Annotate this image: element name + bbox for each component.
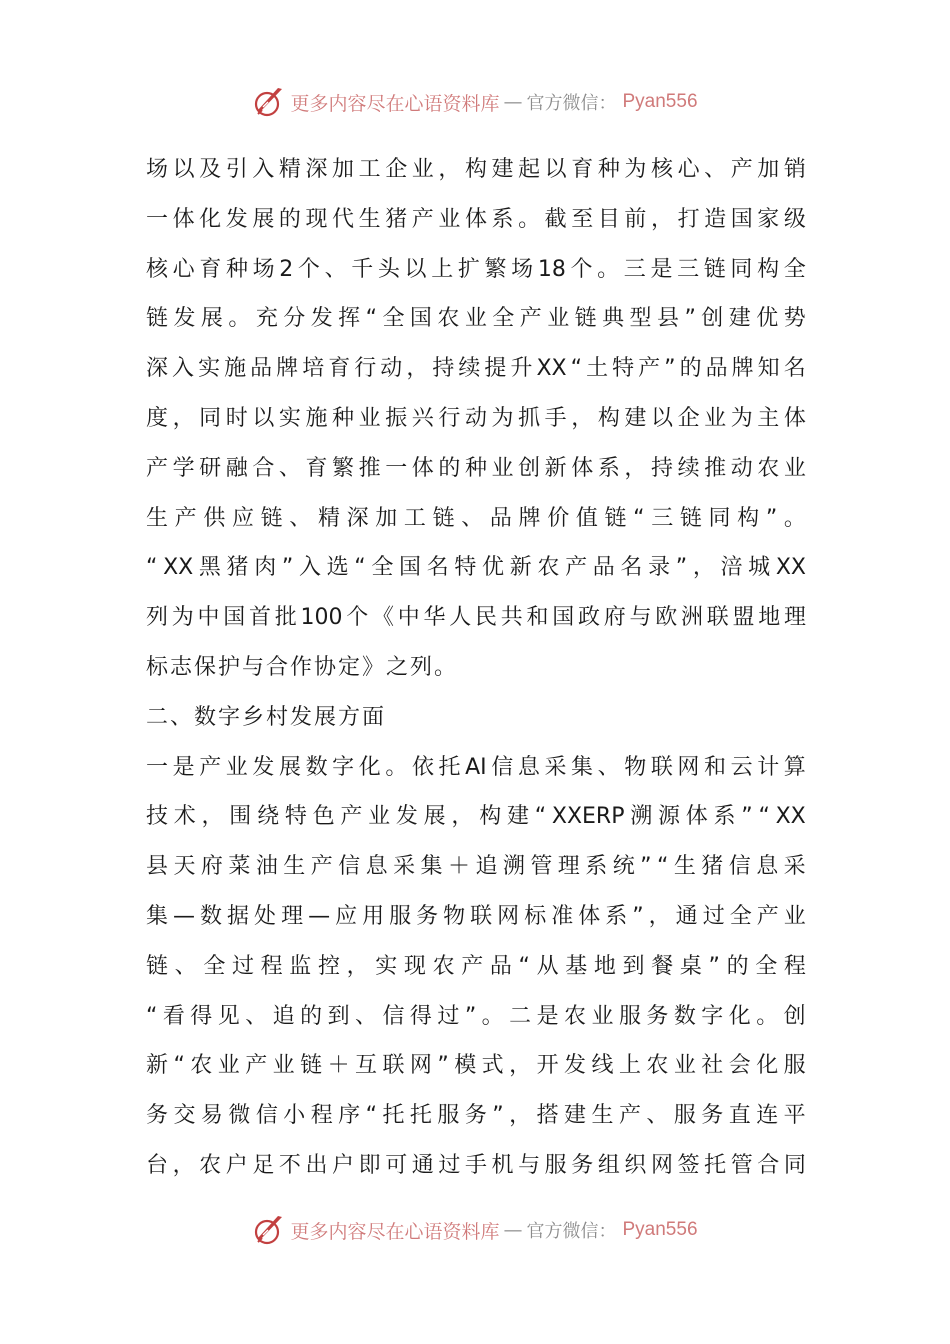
banner-site-name: 更多内容尽在心语资料库 [290, 92, 500, 115]
text-line: 务 交 易 微 信 小 程 序 “ 托 托 服 务 ” ， 搭 建 生 产 、 服 务 直 连 平 [146, 1103, 806, 1129]
text-line: 技 术 ， 围 绕 特 色 产 业 发 展 ， 构 建 “ XXERP 溯 源 体 系 ” “ XX [146, 804, 806, 830]
banner-separator: — [503, 91, 523, 113]
footer-watermark-banner [0, 1208, 950, 1252]
banner-wechat-id: Pyan556 [622, 1219, 698, 1240]
banner-wechat-label: 官方微信： [526, 1221, 617, 1242]
banner-wechat-label: 官方微信： [526, 93, 617, 114]
text-line: 标志保护与合作协定》之列。 [146, 654, 459, 680]
body-text [146, 150, 806, 1196]
text-line: 产 学 研 融 合 、 育 繁 推 一 体 的 种 业 创 新 体 系 ， 持 续 推 动 农 业 [146, 455, 806, 481]
text-line: 核 心 育 种 场 2 个 、 千 头 以 上 扩 繁 场 18 个 。 三 是 三 链 同 构 全 [146, 256, 806, 282]
banner-wechat-id: Pyan556 [622, 91, 698, 112]
text-line: “ XX 黑 猪 肉 ” 入 选 “ 全 国 名 特 优 新 农 产 品 名 录 ” ， 涪 城 XX [146, 555, 806, 581]
text-line: 场 以 及 引 入 精 深 加 工 企 业 ， 构 建 起 以 育 种 为 核 心 、 产 加 销 [146, 157, 806, 182]
text-line: 县 天 府 菜 油 生 产 信 息 采 集 ＋ 追 溯 管 理 系 统 ” “ 生 猪 信 息 采 [146, 854, 806, 880]
quill-pen-logo-icon [252, 85, 286, 119]
text-line: 新 “ 农 业 产 业 链 ＋ 互 联 网 ” 模 式 ， 开 发 线 上 农 业 社 会 化 服 [146, 1053, 806, 1079]
text-line: 一 是 产 业 发 展 数 字 化 。 依 托 AI 信 息 采 集 、 物 联 网 和 云 计 算 [146, 754, 806, 780]
header-watermark-banner [0, 80, 950, 124]
text-line: 台 ， 农 户 足 不 出 户 即 可 通 过 手 机 与 服 务 组 织 网 签 托 管 合 同 [146, 1152, 806, 1178]
text-line: 集 — 数 据 处 理 — 应 用 服 务 物 联 网 标 准 体 系 ” ， 通 过 全 产 业 [146, 903, 806, 929]
banner-site-name: 更多内容尽在心语资料库 [290, 1220, 500, 1243]
quill-pen-logo-icon [252, 1213, 286, 1247]
text-line: 生 产 供 应 链 、 精 深 加 工 链 、 品 牌 价 值 链 “ 三 链 同 构 ” 。 [146, 505, 806, 531]
banner-separator: — [503, 1219, 523, 1241]
text-line: 链 、 全 过 程 监 控 ， 实 现 农 产 品 “ 从 基 地 到 餐 桌 ” 的 全 程 [146, 953, 806, 979]
text-line: 列 为 中 国 首 批 100 个 《 中 华 人 民 共 和 国 政 府 与 欧 洲 联 盟 地 理 [146, 605, 806, 631]
text-line: 一 体 化 发 展 的 现 代 生 猪 产 业 体 系 。 截 至 目 前 ， 打 造 国 家 级 [146, 206, 806, 232]
text-line: 度 ， 同 时 以 实 施 种 业 振 兴 行 动 为 抓 手 ， 构 建 以 企 业 为 主 体 [146, 405, 806, 431]
text-line: 二、数字乡村发展方面 [146, 704, 387, 730]
text-line: 链 发 展 。 充 分 发 挥 “ 全 国 农 业 全 产 业 链 典 型 县 ” 创 建 优 势 [146, 306, 806, 332]
text-line: 深 入 实 施 品 牌 培 育 行 动 ， 持 续 提 升 XX “ 土 特 产 ” 的 品 牌 知 名 [146, 356, 806, 382]
text-line: “ 看 得 见 、 追 的 到 、 信 得 过 ” 。 二 是 农 业 服 务 数 字 化 。 创 [146, 1003, 806, 1029]
